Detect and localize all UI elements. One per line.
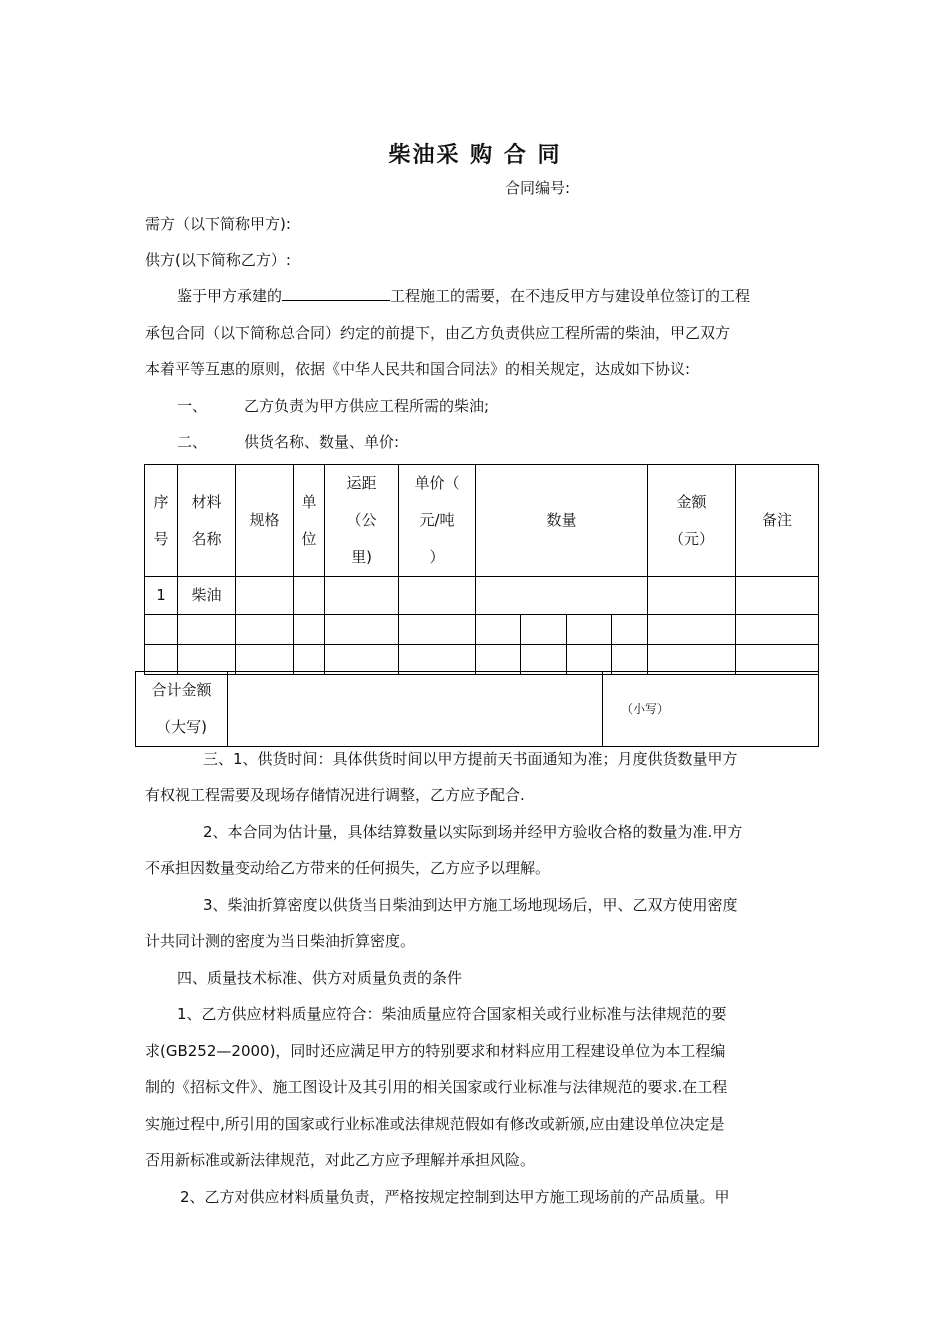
supplier-label: 供方(以下简称乙方）: <box>145 251 291 269</box>
row1-price <box>399 577 476 615</box>
intro-line-3: 本着平等互惠的原则，依据《中华人民共和国合同法》的相关规定，达成如下协议: <box>145 360 691 378</box>
clause-1-text: 乙方负责为甲方供应工程所需的柴油; <box>244 397 490 415</box>
header-material: 材料 名称 <box>178 465 236 577</box>
para-3-2-line-2: 不承担因数量变动给乙方带来的任何损失，乙方应予以理解。 <box>145 859 551 877</box>
row1-distance <box>325 577 399 615</box>
para-4-1-line-4: 实施过程中,所引用的国家或行业标准或法律规范假如有修改或新颁,应由建设单位决定是 <box>145 1115 725 1133</box>
para-3-1-line-1: 三、1、供货时间：具体供货时间以甲方提前天书面通知为准；月度供货数量甲方 <box>203 750 738 768</box>
intro-line-2: 承包合同（以下简称总合同）约定的前提下，由乙方负责供应工程所需的柴油，甲乙双方 <box>145 324 731 342</box>
total-row <box>136 672 819 747</box>
para-4-1-line-5: 否用新标准或新法律规范，对此乙方应予理解并承担风险。 <box>145 1151 536 1169</box>
supply-table <box>144 464 819 675</box>
total-uppercase-value <box>228 672 603 747</box>
header-distance: 运距 （公 里) <box>325 465 399 577</box>
table-row <box>145 577 819 615</box>
table-header-row <box>145 465 819 577</box>
para-4-1-line-3: 制的《招标文件》、施工图设计及其引用的相关国家或行业标准与法律规范的要求.在工程 <box>145 1078 728 1096</box>
total-lowercase <box>603 672 819 747</box>
intro-line-1-post: 工程施工的需要，在不违反甲方与建设单位签订的工程 <box>390 287 751 305</box>
para-3-3-line-1: 3、柴油折算密度以供货当日柴油到达甲方施工场地现场后，甲、乙双方使用密度 <box>203 896 738 914</box>
project-name-blank <box>282 286 390 301</box>
document-title: 柴油采 购 合 同 <box>388 143 562 168</box>
para-3-2-line-1: 2、本合同为估计量，具体结算数量以实际到场并经甲方验收合格的数量为准.甲方 <box>203 823 743 841</box>
clause-1-number: 一、 <box>177 397 208 415</box>
header-unit: 单 位 <box>294 465 325 577</box>
total-label: 合计金额 （大写) <box>136 672 228 747</box>
intro-line-1-pre: 鉴于甲方承建的 <box>177 287 283 305</box>
header-amount: 金额 （元） <box>648 465 736 577</box>
row1-spec <box>236 577 294 615</box>
header-spec: 规格 <box>236 465 294 577</box>
para-4-2-line-1: 2、乙方对供应材料质量负责，严格按规定控制到达甲方施工现场前的产品质量。甲 <box>180 1188 730 1206</box>
header-remark: 备注 <box>736 465 819 577</box>
buyer-label: 需方（以下简称甲方): <box>145 215 291 233</box>
table-row <box>145 645 819 675</box>
clause-2-number: 二、 <box>177 433 208 451</box>
row1-amount <box>648 577 736 615</box>
para-3-3-line-2: 计共同计测的密度为当日柴油折算密度。 <box>145 932 416 950</box>
para-4-1-line-1: 1、乙方供应材料质量应符合：柴油质量应符合国家相关或行业标准与法律规范的要 <box>177 1005 727 1023</box>
intro-line-1 <box>177 286 750 306</box>
lowercase-label: （小写） <box>621 702 670 716</box>
row1-material: 柴油 <box>178 577 236 615</box>
table-row <box>145 615 819 645</box>
row1-remark <box>736 577 819 615</box>
contract-number-label: 合同编号: <box>505 179 571 197</box>
header-quantity: 数量 <box>476 465 648 577</box>
total-table <box>135 671 819 747</box>
para-3-1-line-2: 有权视工程需要及现场存储情况进行调整，乙方应予配合. <box>145 786 525 804</box>
row1-quantity <box>476 577 648 615</box>
row1-seq: 1 <box>145 577 178 615</box>
header-seq: 序 号 <box>145 465 178 577</box>
para-4-1-line-2: 求(GB252—2000)，同时还应满足甲方的特别要求和材料应用工程建设单位为本工程编 <box>145 1042 726 1060</box>
clause-2-text: 供货名称、数量、单价: <box>244 433 400 451</box>
row1-unit <box>294 577 325 615</box>
section-4-title: 四、质量技术标准、供方对质量负责的条件 <box>177 969 463 987</box>
header-price: 单价（ 元/吨 ） <box>399 465 476 577</box>
